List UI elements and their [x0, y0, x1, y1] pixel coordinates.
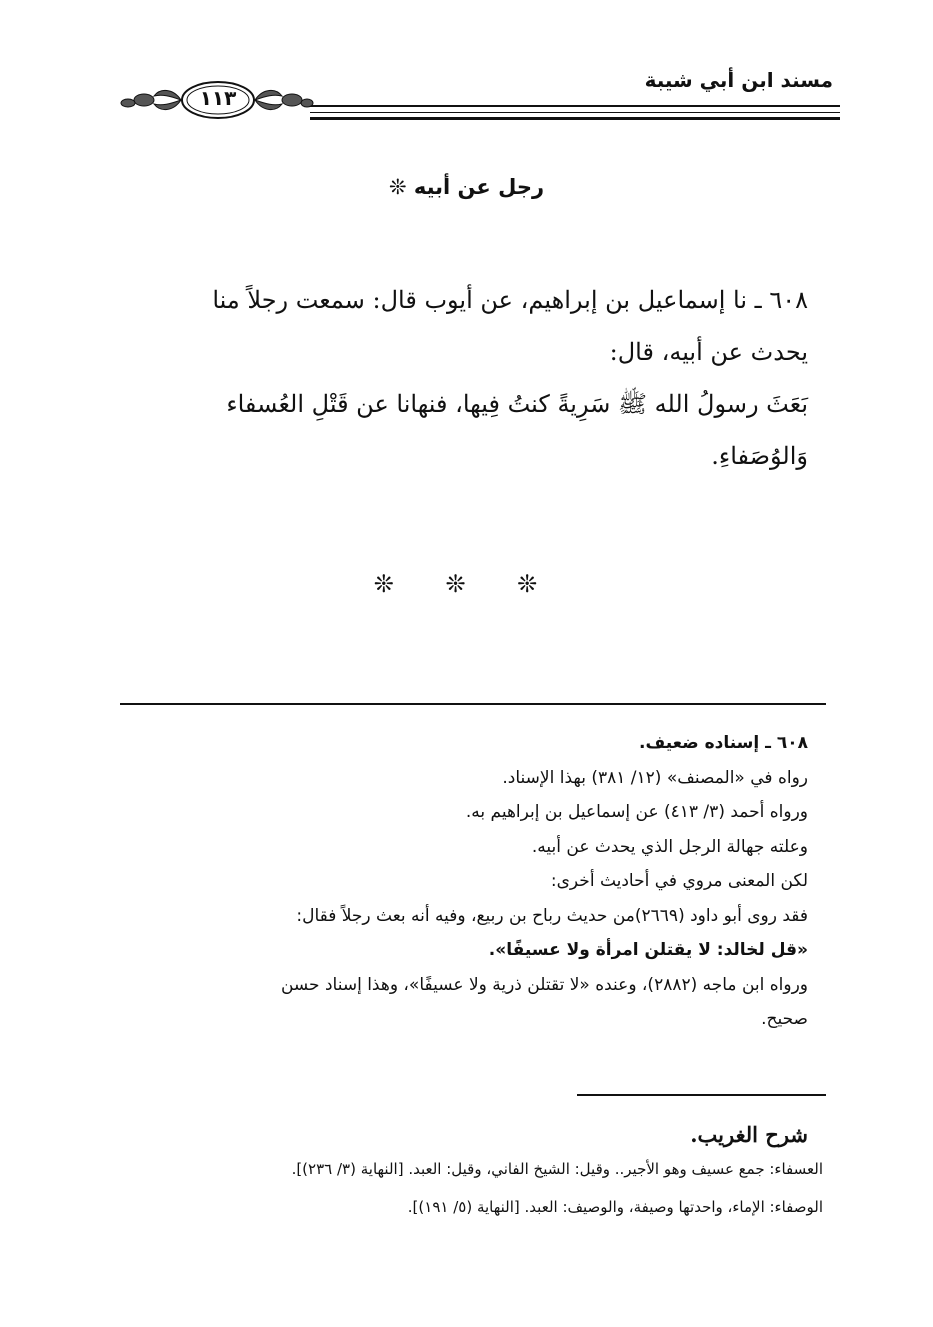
glossary-divider	[577, 1094, 826, 1096]
note-line: «قل لخالد: لا يقتلن امرأة ولا عسيفًا».	[488, 940, 808, 960]
header-rule	[310, 105, 840, 107]
page-number: ١١٣	[199, 86, 237, 110]
hadith-text	[113, 285, 808, 471]
hadith-line: وَالوُصَفاءِ.	[711, 442, 808, 470]
glossary-entry: الوصفاء: الإماء، واحدتها وصيفة، والوصيف: العبد. [النهاية (٥/ ١٩١)].	[407, 1198, 823, 1216]
header-rule	[310, 117, 840, 120]
note-line: فقد روى أبو داود (٢٦٦٩)من حديث رباح بن ربيع، وفيه أنه بعث رجلاً فقال:	[296, 905, 808, 926]
takhrij-notes	[118, 733, 808, 1044]
note-line: وعلته جهالة الرجل الذي يحدث عن أبيه.	[531, 836, 808, 857]
note-line: لكن المعنى مروي في أحاديث أخرى:	[550, 871, 808, 891]
note-line: ورواه ابن ماجه (٢٨٨٢)، وعنده «لا تقتلن ذرية ولا عسيفًا»، وهذا إسناد حسن	[280, 974, 808, 995]
glossary-entry: العسفاء: جمع عسيف وهو الأجير.. وقيل: الشيخ الفاني، وقيل: العبد. [النهاية (٣/ ٢٣٦)].	[291, 1160, 823, 1178]
hadith-line: ٦٠٨ ـ نا إسماعيل بن إبراهيم، عن أيوب قال: سمعت رجلاً منا	[212, 286, 808, 314]
footnote-divider	[120, 703, 826, 705]
glossary-title: شرح الغريب.	[690, 1122, 808, 1147]
note-line: رواه في «المصنف» (١٢/ ٣٨١) بهذا الإسناد.	[502, 767, 808, 788]
section-title: رجل عن أبيه ❊	[388, 175, 545, 199]
running-header-title: مسند ابن أبي شيبة	[644, 68, 833, 92]
hadith-line: بَعَثَ رسولُ الله ﷺ سَرِيةً كنتُ فِيها، فنهانا عن قَتْلِ العُسفاء	[226, 390, 808, 418]
header-rule	[310, 112, 840, 113]
separator-stars-icon: ❊ ❊ ❊	[373, 570, 560, 598]
note-line: ٦٠٨ ـ إسناده ضعيف.	[639, 733, 808, 753]
note-line: ورواه أحمد (٣/ ٤١٣) عن إسماعيل بن إبراهيم به.	[465, 802, 808, 822]
hadith-line: يحدث عن أبيه، قال:	[609, 338, 808, 366]
note-line: صحيح.	[761, 1009, 808, 1029]
